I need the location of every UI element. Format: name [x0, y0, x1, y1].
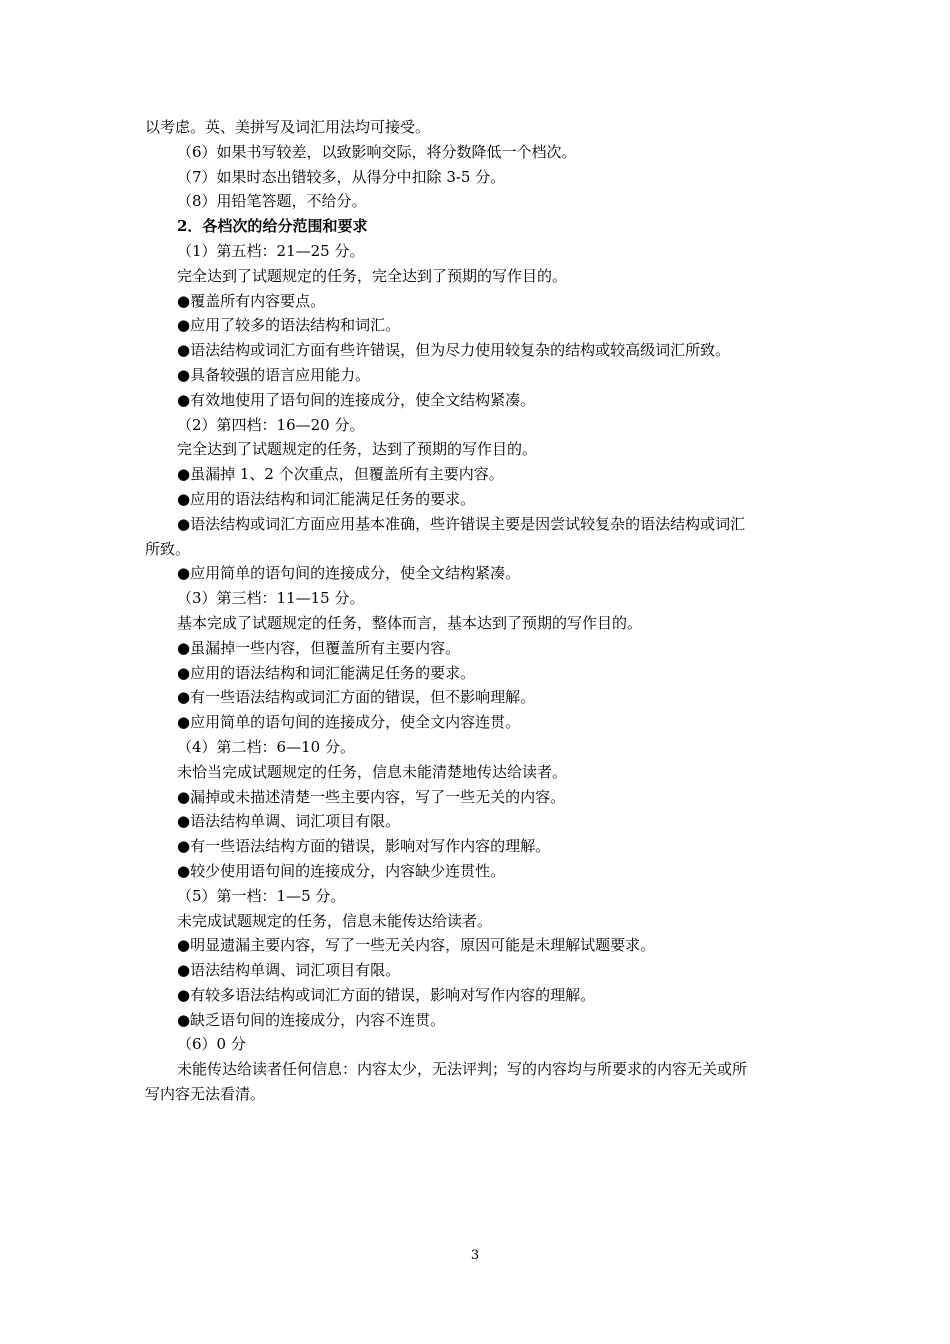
text-line: 完全达到了试题规定的任务，完全达到了预期的写作目的。	[177, 266, 568, 285]
text-line: （6）如果书写较差，以致影响交际，将分数降低一个档次。	[177, 142, 577, 161]
text-line: 未恰当完成试题规定的任务，信息未能清楚地传达给读者。	[177, 762, 568, 781]
text-line: 所致。	[145, 539, 191, 558]
bullet-item: ●有一些语法结构或词汇方面的错误，但不影响理解。	[177, 688, 536, 707]
bullet-item: ●明显遗漏主要内容，写了一些无关内容，原因可能是未理解试题要求。	[177, 936, 656, 955]
bullet-item: ●缺乏语句间的连接成分，内容不连贯。	[177, 1010, 446, 1029]
bullet-item: ●语法结构或词汇方面应用基本准确，些许错误主要是因尝试较复杂的语法结构或词汇	[177, 514, 746, 533]
grade-heading: （4）第二档：6—10 分。	[177, 737, 355, 756]
section-heading: 2．各档次的给分范围和要求	[177, 217, 368, 236]
bullet-item: ●应用简单的语句间的连接成分，使全文内容连贯。	[177, 713, 521, 732]
text-line: （7）如果时态出错较多，从得分中扣除 3-5 分。	[177, 167, 506, 186]
bullet-item: ●虽漏掉 1、2 个次重点，但覆盖所有主要内容。	[177, 465, 504, 484]
text-line: 基本完成了试题规定的任务，整体而言，基本达到了预期的写作目的。	[177, 613, 643, 632]
text-line: 完全达到了试题规定的任务，达到了预期的写作目的。	[177, 440, 538, 459]
bullet-item: ●应用的语法结构和词汇能满足任务的要求。	[177, 663, 476, 682]
text-line: 以考虑。英、美拼写及词汇用法均可接受。	[145, 118, 431, 136]
bullet-item: ●应用简单的语句间的连接成分，使全文结构紧凑。	[177, 564, 521, 583]
page-number: 3	[470, 1248, 480, 1263]
bullet-item: ●较少使用语句间的连接成分，内容缺少连贯性。	[177, 861, 506, 880]
bullet-item: ●语法结构单调、词汇项目有限。	[177, 961, 401, 980]
bullet-item: ●有一些语法结构方面的错误，影响对写作内容的理解。	[177, 837, 551, 856]
bullet-item: ●应用了较多的语法结构和词汇。	[177, 316, 401, 335]
text-line: （8）用铅笔答题，不给分。	[177, 192, 367, 211]
body-text	[145, 115, 810, 1107]
text-line: 未能传达给读者任何信息：内容太少，无法评判；写的内容均与所要求的内容无关或所	[177, 1060, 748, 1079]
text-line: 写内容无法看清。	[145, 1085, 266, 1104]
bullet-item: ●具备较强的语言应用能力。	[177, 365, 371, 384]
grade-heading: （5）第一档：1—5 分。	[177, 886, 346, 905]
grade-heading: （6）0 分	[177, 1035, 246, 1054]
bullet-item: ●语法结构或词汇方面有些许错误，但为尽力使用较复杂的结构或较高级词汇所致。	[177, 341, 731, 360]
bullet-item: ●有效地使用了语句间的连接成分，使全文结构紧凑。	[177, 390, 536, 409]
bullet-item: ●语法结构单调、词汇项目有限。	[177, 812, 401, 831]
bullet-item: ●应用的语法结构和词汇能满足任务的要求。	[177, 489, 476, 508]
bullet-item: ●有较多语法结构或词汇方面的错误，影响对写作内容的理解。	[177, 985, 596, 1004]
text-line: 未完成试题规定的任务，信息未能传达给读者。	[177, 911, 493, 930]
grade-heading: （2）第四档：16—20 分。	[177, 415, 365, 434]
bullet-item: ●漏掉或未描述清楚一些主要内容，写了一些无关的内容。	[177, 787, 566, 806]
bullet-item: ●覆盖所有内容要点。	[177, 291, 326, 310]
grade-heading: （1）第五档：21—25 分。	[177, 241, 365, 260]
bullet-item: ●虽漏掉一些内容，但覆盖所有主要内容。	[177, 638, 461, 657]
grade-heading: （3）第三档：11—15 分。	[177, 589, 365, 608]
